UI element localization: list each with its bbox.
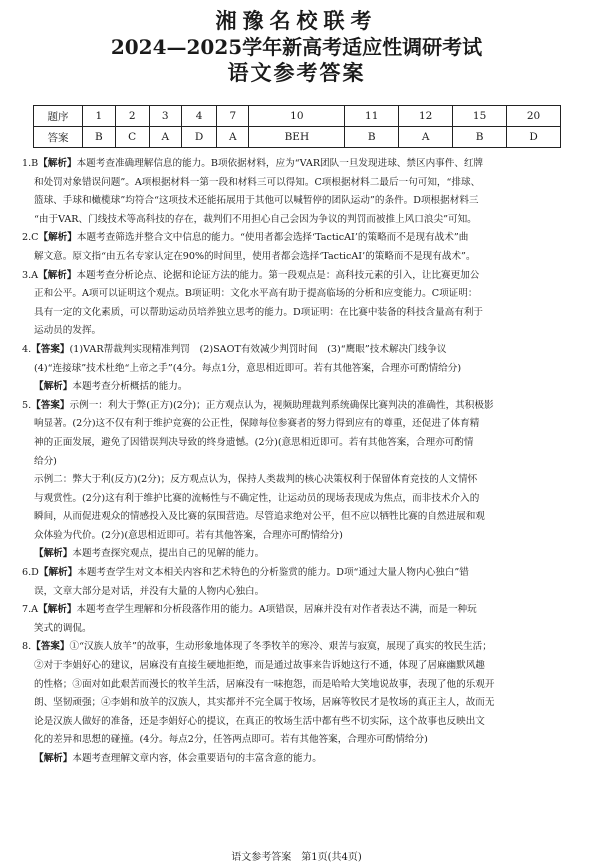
table-cell: 3 [149, 106, 181, 127]
table-cell: B [453, 127, 507, 148]
item-number: 8. [22, 641, 32, 653]
text-line: 本题考查准确理解信息的能力。B项依据材料，应为“VAR团队一旦发现进球、禁区内事件、红牌 [76, 158, 484, 169]
table-cell: 2 [115, 106, 149, 127]
answer-tag: 【答案】 [31, 399, 70, 411]
table-cell: B [345, 127, 399, 148]
page-footer: 语文参考答案 第1页(共4页) [231, 852, 362, 863]
text-line: “由于VAR、门线技术等高科技的存在，裁判们不用担心自己会因为争议的判罚而被推上风口浪尖”可知。 [34, 213, 477, 225]
table-cell: B [83, 127, 116, 148]
text-line: 具有一定的文化素质，可以帮助运动员培养独立思考的能力。D项证明：在比赛中装备的科技含量高有利于 [34, 306, 484, 318]
answer-tag: 【答案】 [31, 343, 70, 355]
text-line: (4)“连接球”技术杜绝“上帝之手”(4分。每点1分，意思相近即可。若有其他答案，合理亦可酌情给分) [34, 362, 462, 374]
analysis-line [22, 750, 576, 769]
text-line: 笑式的调侃。 [34, 622, 92, 634]
table-row-numbers [34, 106, 561, 127]
table-cell: D [507, 127, 561, 148]
analysis-text: 本题考查理解文章内容，体会重要语句的丰富含意的能力。 [72, 753, 322, 764]
text-line: 运动员的发挥。 [34, 325, 102, 337]
table-cell: 4 [181, 106, 216, 127]
text-line: 瞬间，从而促进观众的情感投入及比赛的氛围营造。尽管追求绝对公平，但不应以牺牲比赛的自然进展和观 [34, 511, 485, 523]
text-line: 本题考查学生对文本相关内容和艺术特色的分析鉴赏的能力。D项“通过大量人物内心独白”错 [77, 567, 469, 579]
text-line: 本题考查学生理解和分析段落作用的能力。A项错误，居麻并没有对作者表达不满，而是一种玩 [76, 604, 477, 616]
text-line: 正和公平。A项可以证明这个观点。B项证明：文化水平高有助于提高临场的分析和应变能力。C项证明： [34, 288, 478, 300]
text-line: 化的差异和思想的碰撞。(4分。每点2分，任答两点即可。若有其他答案，合理亦可酌情给分) [34, 734, 428, 746]
table-cell: 12 [399, 106, 453, 127]
analysis-line [22, 378, 576, 397]
text-line: 与观赏性。(2分)这有利于维护比赛的流畅性与不确定性，让运动员的现场表现成为焦点，而非技术介入的 [34, 492, 480, 504]
text-line: 解文意。原文指“由五名专家认定在90%的时间里，使用者都会选择‘TacticAI’的策略而不是现有战术”。 [34, 250, 476, 262]
answer-item-7 [22, 601, 576, 620]
table-cell: C [115, 127, 149, 148]
table-row-answers [34, 127, 561, 148]
table-cell: BEH [249, 127, 345, 148]
text-line: 神的正面发展，避免了因错误判决导致的终身遗憾。(2分)(意思相近即可。若有其他答案，合理亦可酌情 [34, 436, 474, 448]
analysis-tag: 【解析】 [38, 604, 77, 616]
table-cell: 20 [507, 106, 561, 127]
item-number: 3.A [22, 269, 39, 281]
text-line: 误，文章大部分是对话，并没有大量的人物内心独白。 [34, 585, 265, 597]
text-line: (1)VAR帮裁判实现精准判罚 (2)SAOT有效减少判罚时间 (3)“鹰眼”技术解决门线争议 [69, 343, 447, 355]
analysis-line [22, 545, 576, 564]
text-line: 本题考查筛选并整合文中信息的能力。“使用者都会选择‘TacticAI’的策略而不是现有战术”曲 [76, 232, 469, 244]
answer-body [22, 155, 576, 769]
answer-item-1 [22, 155, 576, 174]
answer-item-5 [22, 397, 576, 416]
table-cell: D [181, 127, 216, 148]
text-line: 论是汉族人做好的准备，还是李娟好心的提议，在真正的牧场生活中都有些不切实际，这个故事也反映出文 [34, 715, 485, 727]
text-line: 本题考查分析论点、论据和论证方法的能力。第一段观点是：高科技元素的引入，让比赛更加公 [76, 269, 480, 281]
table-row-label: 题序 [34, 106, 83, 127]
analysis-tag: 【解析】 [34, 381, 73, 393]
table-cell: 10 [249, 106, 345, 127]
item-number: 7.A [22, 604, 39, 616]
table-row-label: 答案 [34, 127, 83, 148]
item-number: 1.B [22, 158, 39, 169]
item-number: 5. [22, 399, 32, 411]
analysis-tag: 【解析】 [38, 158, 77, 169]
table-cell: 11 [345, 106, 399, 127]
answer-table [33, 105, 561, 148]
text-line: 和处罚对象错误问题”。A项根据材料一第一段和材料三可以得知。C项根据材料二最后一句可知，“排球、 [34, 176, 481, 188]
text-line: 示例一：利大于弊(正方)(2分)；正方观点认为，视频助理裁判系统确保比赛判决的准确性，其积极影 [69, 399, 494, 411]
table-cell: 15 [453, 106, 507, 127]
answer-item-3 [22, 267, 576, 286]
analysis-tag: 【解析】 [38, 269, 77, 281]
text-line: 篮球、手球和橄榄球”均符合“这项技术还能拓展用于其他可以喊暂停的团队运动”的条件。D项根据材料三 [34, 195, 479, 207]
table-cell: A [149, 127, 181, 148]
item-number: 6.D [22, 567, 39, 579]
analysis-tag: 【解析】 [38, 567, 78, 579]
answer-item-2 [22, 229, 576, 248]
analysis-tag: 【解析】 [38, 232, 77, 244]
text-line: 众体验为代价。(2分)(意思相近即可。若有其他答案，合理亦可酌情给分) [34, 529, 343, 541]
header-title-2: 2024—2025学年新高考适应性调研考试 [110, 35, 483, 59]
text-line: ②对于李娟好心的建议，居麻没有直接生硬地拒绝，而是通过故事来告诉她这行不通，体现了居麻幽默风趣 [34, 660, 485, 672]
table-cell: A [217, 127, 249, 148]
text-line: 给分) [34, 455, 57, 467]
header-title-1: 湘豫名校联考 [215, 8, 378, 33]
item-number: 4. [22, 343, 32, 355]
answer-tag: 【答案】 [31, 641, 70, 653]
answer-item-6 [22, 564, 576, 583]
text-line: 示例二：弊大于利(反方)(2分)；反方观点认为，保持人类裁判的核心决策权利于保留体育竞技的人文情怀 [34, 474, 478, 486]
analysis-text: 本题考查探究观点，提出自己的见解的能力。 [72, 548, 265, 560]
answer-item-8 [22, 638, 576, 657]
analysis-tag: 【解析】 [34, 753, 73, 764]
text-line: 朗、坚韧顽强；④李娟和放羊的汉族人，其实都并不完全属于牧场，居麻等牧民才是牧场的真正主人，故而无 [34, 697, 495, 709]
table-cell: 7 [217, 106, 249, 127]
analysis-tag: 【解析】 [34, 548, 73, 560]
item-number: 2.C [22, 232, 39, 244]
header-title-3: 语文参考答案 [227, 60, 366, 85]
text-line: 的性格；③面对如此艰苦而漫长的牧羊生活，居麻没有一味抱怨，而是哈哈大笑地说故事，表现了他的乐观开 [34, 678, 495, 690]
table-cell: A [399, 127, 453, 148]
text-line: ①“汉族人放羊”的故事，生动形象地体现了冬季牧羊的寒冷、艰苦与寂寞，展现了真实的牧民生活； [69, 641, 492, 653]
analysis-text: 本题考查分析概括的能力。 [72, 381, 188, 393]
answer-item-4 [22, 341, 576, 360]
text-line: 响显著。(2分)这不仅有利于维护竞赛的公正性，保障每位参赛者的努力得到应有的尊重，还促进了体育精 [34, 418, 480, 430]
table-cell: 1 [83, 106, 116, 127]
